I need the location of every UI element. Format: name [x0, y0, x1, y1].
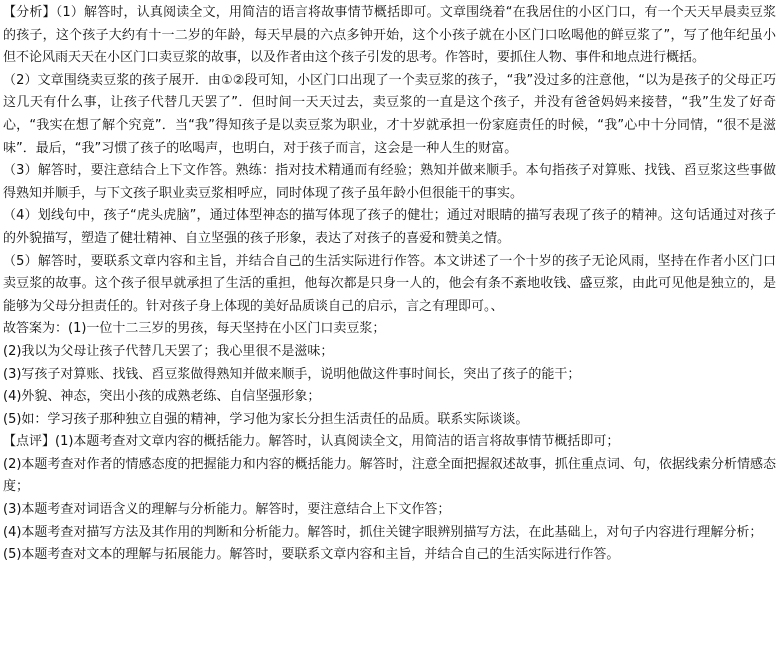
analysis-paragraph-3: （3）解答时，要注意结合上下文作答。熟练：指对技术精通而有经验；熟知并做来顺手。本句指孩子对算账、找钱、舀豆浆这些事做得熟知并顺手，与下文孩子职业卖豆浆相呼应，同时体现了孩子虽年龄小但很能干的事实。: [3, 163, 776, 201]
answer-line-2: (2)我以为父母让孩子代替几天罢了；我心里很不是滋味；: [3, 343, 334, 359]
analysis-paragraph-4: （4）划线句中，孩子“虎头虎脑”，通过体型神态的描写体现了孩子的健壮；通过对眼睛的描写表现了孩子的精神。这句话通过对孩子的外貌描写，塑造了健壮精神、自立坚强的孩子形象，表达了对孩子的喜爱和赞美之情。: [3, 208, 776, 246]
answer-line-3: (3)写孩子对算账、找钱、舀豆浆做得熟知并做来顺手，说明他做这件事时间长，突出了孩子的能干；: [3, 366, 581, 382]
answer-line-1: 故答案为：(1)一位十二三岁的男孩，每天坚持在小区门口卖豆浆；: [3, 321, 386, 337]
answer-section: [3, 318, 776, 431]
review-line-2: (2)本题考查对作者的情感态度的把握能力和内容的概括能力。解答时，注意全面把握叙述故事，抓住重点词、句，依据线索分析情感态度；: [3, 456, 776, 495]
review-line-4: (4)本题考查对描写方法及其作用的判断和分析能力。解答时，抓住关键字眼辨别描写方法，在此基础上，对句子内容进行理解分析；: [3, 524, 763, 540]
analysis-paragraph-5: （5）解答时，要联系文章内容和主旨，并结合自己的生活实际进行作答。本文讲述了一个十岁的孩子无论风雨，坚持在作者小区门口卖豆浆的故事。这个孩子很早就承担了生活的重担，他每次都是只身一人的，他会有条不紊地收钱、盛豆浆，由此可见他是独立的，是能够为父母分担责任的。针对孩子身上体现的美好品质谈自己的启示，言之有理即可。、: [3, 253, 776, 314]
review-line-3: (3)本题考查对词语含义的理解与分析能力。解答时，要注意结合上下文作答；: [3, 502, 451, 518]
answer-line-4: (4)外貌、神态，突出小孩的成熟老练、自信坚强形象；: [3, 389, 321, 405]
review-line-1: 【点评】(1)本题考查对文章内容的概括能力。解答时，认真阅读全文，用简洁的语言将故事情节概括即可；: [3, 434, 620, 450]
analysis-paragraph-1: 【分析】（1）解答时，认真阅读全文，用简洁的语言将故事情节概括即可。文章围绕着“在我居住的小区门口，有一个天天早晨卖豆浆的孩子，这个孩子大约有十一二岁的年龄，每天早晨的六点多钟开始，这个小孩子就在小区门口吆喝他的鲜豆浆了”，写了他年纪虽小但不论风雨天天在小区门口卖豆浆的故事，以及作者由这个孩子引发的思考。作答时，要抓住人物、事件和地点进行概括。: [3, 5, 776, 66]
analysis-paragraph-2: （2）文章围绕卖豆浆的孩子展开．由①②段可知，小区门口出现了一个卖豆浆的孩子，“我”没过多的注意他，“以为是孩子的父母正巧这几天有什么事，让孩子代替几天罢了”．但时间一天天过去，卖豆浆的一直是这个孩子，并没有爸爸妈妈来接替，“我”生发了好奇心，“我实在想了解个究竟”．当“我”得知孩子是以卖豆浆为职业，才十岁就承担一份家庭责任的时候，“我”心中十分同情，“很不是滋味”．最后，“我”习惯了孩子的吆喝声，也明白，对于孩子而言，这会是一种人生的财富。: [3, 72, 776, 156]
review-line-5: (5)本题考查对文本的理解与拓展能力。解答时，要联系文章内容和主旨，并结合自己的生活实际进行作答。: [3, 547, 620, 563]
answer-line-5: (5)如：学习孩子那种独立自强的精神，学习他为家长分担生活责任的品质。联系实际谈谈。: [3, 411, 529, 427]
analysis-section: [3, 2, 776, 318]
review-section: [3, 431, 776, 567]
